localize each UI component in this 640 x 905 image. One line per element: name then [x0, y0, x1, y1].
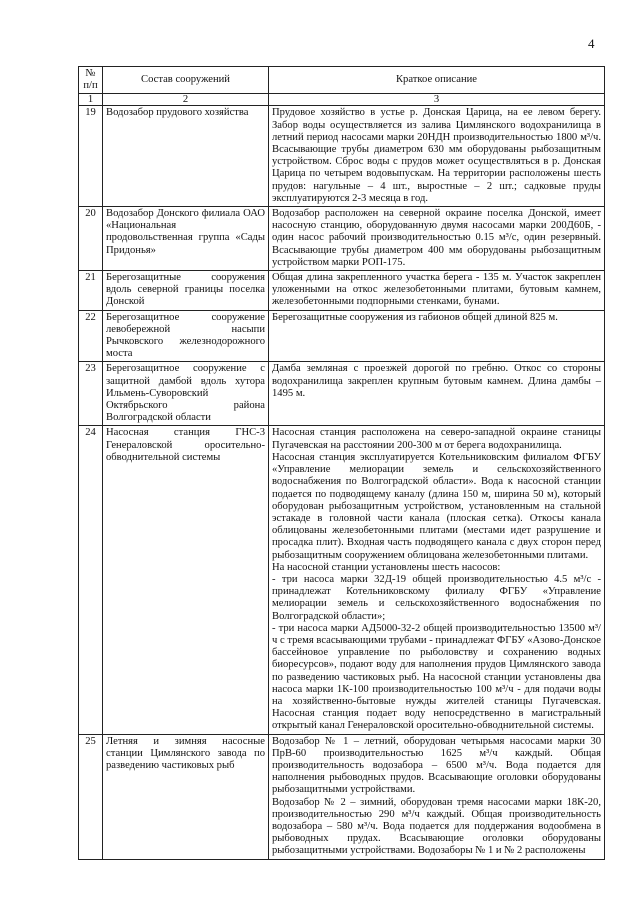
structure-description — [269, 271, 605, 311]
row-number: 22 — [79, 310, 103, 362]
header-num: № п/п — [79, 67, 103, 94]
description-paragraph: Прудовое хозяйство в устье р. Донская Царица, на ее левом берегу. Забор воды осуществляется из залива Цимлянского водохранилища в летний период насосами марки 20НДН производительностью 1800 м³/ч. Всасывающие трубы диаметром 630 мм оборудованы рыбозащитным устройством. Сброс воды с прудов может осуществляться в р. Донская Царица по четырем водовыпускам. На территории расположены шесть прудов: нагульные – 4 шт., выростные – 2 шт.; садковые пруды эксплуатируются 2-3 месяца в год. — [272, 107, 601, 204]
page-number: 4 — [588, 36, 595, 51]
description-paragraph: Насосная станция эксплуатируется Котельниковским филиалом ФГБУ «Управление мелиорации земель и сельскохозяйственного водоснабжения по Волгоградской области». Вода к насосной станции подается по подводящему каналу (длина 150 м, ширина 50 м), который оборудован рыбозащитным устройством, установленным на стальной эстакаде в головной части канала (плоская сетка). Откосы канала облицованы железобетонными плитами (местами идет разрушение и просадка плит). Входная часть подводящего канала с двух сторон перед рыбозащитным сооружением облицована железобетонными плитами. — [272, 451, 601, 561]
table-row — [79, 734, 605, 859]
description-paragraph: Водозабор расположен на северной окраине поселка Донской, имеет насосную станцию, оборудованную двумя насосами марки 200Д60Б, - один насос рабочий производительностью 0.15 м³/с, один резервный. Всасывающие трубы диаметром 400 мм оборудованы рыбозащитным устройством марки РОП-175. — [272, 208, 601, 268]
table-row — [79, 310, 605, 362]
description-paragraph: - три насоса марки 32Д-19 общей производительностью 4.5 м³/с - принадлежат Котельниковскому филиалу ФГБУ «Управление мелиорации земель и сельскохозяйственного водоснабжения по Волгоградской области»; — [272, 573, 601, 622]
description-paragraph: На насосной станции установлены шесть насосов: — [272, 561, 501, 573]
table-row — [79, 207, 605, 271]
structure-name: Берегозащитные сооружения вдоль северной границы поселка Донской — [103, 271, 269, 311]
structure-description — [269, 426, 605, 734]
structure-description — [269, 207, 605, 271]
description-paragraph: Насосная станция расположена на северо-западной окраине станицы Пугачевская на расстоянии 200-300 м от берега водохранилища. — [272, 427, 601, 451]
structure-description — [269, 106, 605, 207]
description-paragraph: Берегозащитные сооружения из габионов общей длиной 825 м. — [272, 311, 558, 323]
row-number: 19 — [79, 106, 103, 207]
header-composition: Состав сооружений — [103, 67, 269, 94]
header-description: Краткое описание — [269, 67, 605, 94]
table-row — [79, 426, 605, 734]
structure-description — [269, 734, 605, 859]
structure-name: Насосная станция ГНС-3 Генераловской оросительно-обводнительной системы — [103, 426, 269, 734]
structures-table — [78, 66, 605, 860]
table-row — [79, 106, 605, 207]
row-number: 24 — [79, 426, 103, 734]
structure-name: Берегозащитное сооружение левобережной насыпи Рычковского железнодорожного моста — [103, 310, 269, 362]
description-paragraph: Водозабор № 2 – зимний, оборудован тремя насосами марки 18К-20, производительностью 290 м³/ч каждый. Общая производительность водозабора – 580 м³/ч. Вода подается для поддержания водообмена в рыбоводных прудах. Всасывающие оголовки оборудованы рыбозащитными устройствами. Водозаборы № 1 и № 2 расположены — [272, 796, 601, 857]
index-cell: 2 — [103, 94, 269, 106]
description-paragraph: Дамба земляная с проезжей дорогой по гребню. Откос со стороны водохранилища закреплен крупным бутовым камнем. Длина дамбы – 1495 м. — [272, 363, 601, 399]
structure-name: Водозабор прудового хозяйства — [103, 106, 269, 207]
row-number: 23 — [79, 362, 103, 426]
structure-description — [269, 362, 605, 426]
table-row — [79, 362, 605, 426]
structure-description — [269, 310, 605, 362]
description-paragraph: - три насоса марки АД5000-32-2 общей производительностью 13500 м³/ч с тремя всасывающими трубами - принадлежат ФГБУ «Азово-Донское бассейновое управление по рыболовству и сохранению водных биоресурсов», подают воду для наполнения прудов Цимлянского завода по разведению частиковых рыб. На насосной станции установлены два насоса марки 1К-100 производительностью 100 м³/ч - для подачи воды на хозяйственно-бытовые нужды жителей станицы Пугачевская. Насосная станция подает воду непосредственно в магистральный открытый канал Генераловской оросительно-обводнительной системы. — [272, 622, 601, 732]
row-number: 25 — [79, 734, 103, 859]
structure-name: Летняя и зимняя насосные станции Цимлянского завода по разведению частиковых рыб — [103, 734, 269, 859]
index-cell: 1 — [79, 94, 103, 106]
row-number: 20 — [79, 207, 103, 271]
table-row — [79, 271, 605, 311]
row-number: 21 — [79, 271, 103, 311]
description-paragraph: Водозабор № 1 – летний, оборудован четырьмя насосами марки 30 ПрВ-60 производительностью 1625 м³/ч каждый. Общая производительность водозабора – 6500 м³/ч. Вода подается для наполнения рыбоводных прудов. Всасывающие оголовки оборудованы рыбозащитными устройствами. — [272, 735, 601, 796]
index-cell: 3 — [269, 94, 605, 106]
structure-name: Берегозащитное сооружение с защитной дамбой вдоль хутора Ильмень-Суворовский Октябрьского района Волгоградской области — [103, 362, 269, 426]
structure-name: Водозабор Донского филиала ОАО «Национальная продовольственная группа «Сады Придонья» — [103, 207, 269, 271]
description-paragraph: Общая длина закрепленного участка берега - 135 м. Участок закреплен уложенными на откос железобетонными плитами, бутовым камнем, железобетонными подпорными стенками, бунами. — [272, 272, 601, 308]
